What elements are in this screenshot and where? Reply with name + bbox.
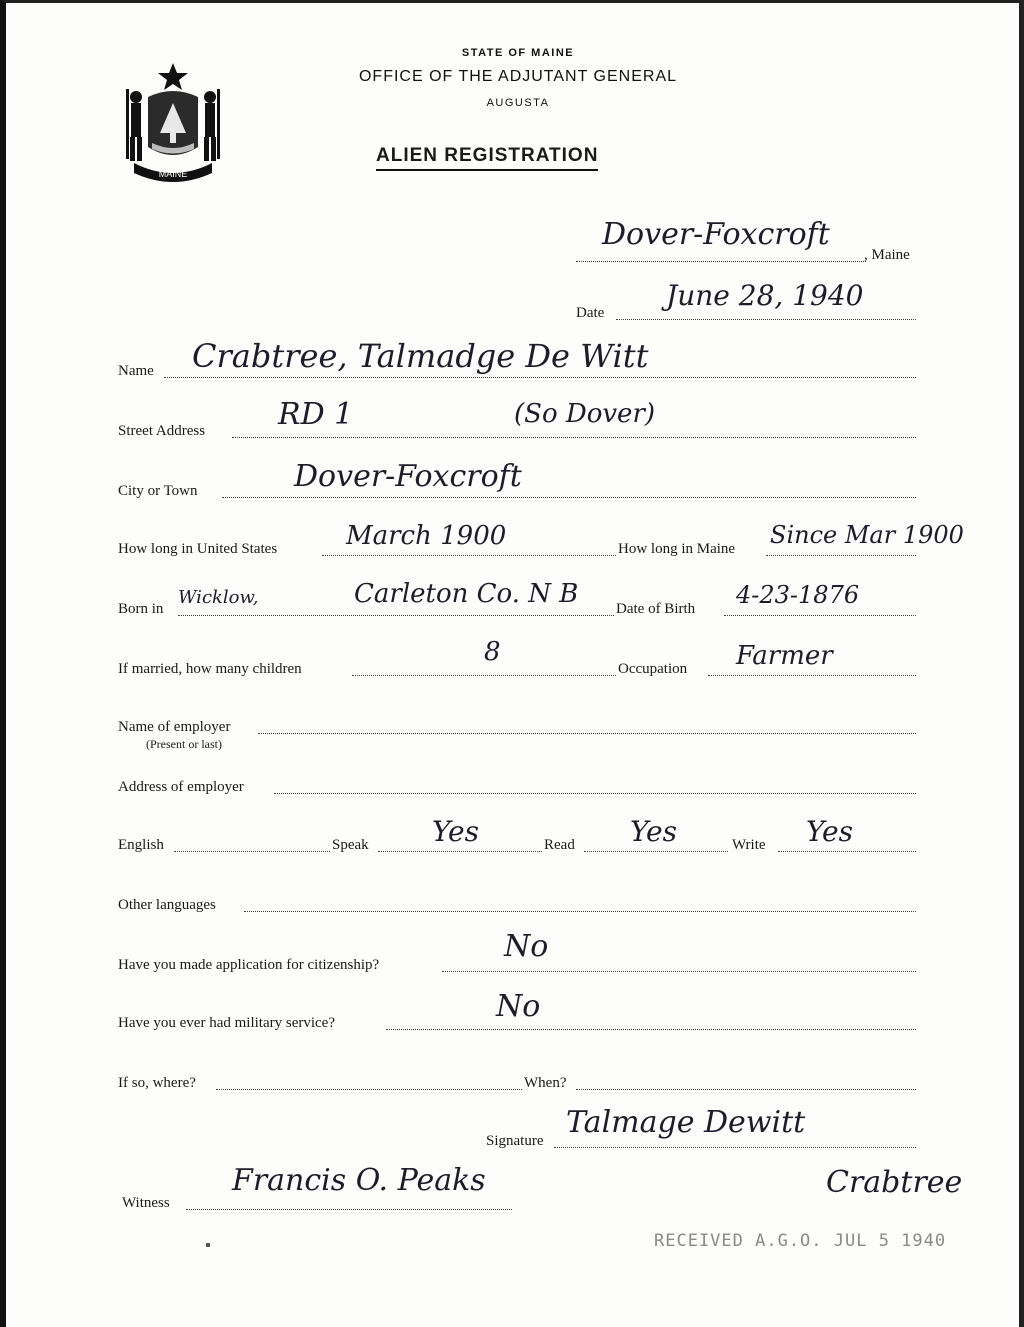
- english-label: English: [118, 837, 164, 853]
- date-label: Date: [576, 305, 605, 321]
- town-value: Dover-Foxcroft: [602, 217, 830, 252]
- born-county-value: Carleton Co. N B: [354, 579, 579, 609]
- svg-text:MAINE: MAINE: [158, 169, 188, 179]
- military-value: No: [496, 989, 541, 1024]
- street-address-label: Street Address: [118, 423, 206, 439]
- occupation-value: Farmer: [736, 641, 833, 671]
- witness-value: Francis O. Peaks: [232, 1163, 486, 1198]
- form-title: ALIEN REGISTRATION: [376, 145, 598, 171]
- if-so-where-label: If so, where?: [118, 1075, 196, 1091]
- witness-label: Witness: [122, 1195, 170, 1211]
- speak-label: Speak: [332, 837, 369, 853]
- date-value: June 28, 1940: [666, 279, 864, 312]
- city-or-town-label: City or Town: [118, 483, 198, 499]
- employer-note-label: (Present or last): [146, 737, 222, 751]
- married-children-label: If married, how many children: [118, 661, 302, 677]
- city-value: Dover-Foxcroft: [294, 459, 522, 494]
- born-in-label: Born in: [118, 601, 164, 617]
- street-value: RD 1: [278, 397, 354, 432]
- street-note-value: (So Dover): [514, 399, 656, 429]
- name-label: Name: [118, 363, 154, 379]
- how-long-maine-label: How long in Maine: [618, 541, 736, 557]
- born-town-value: Wicklow,: [178, 587, 259, 608]
- dob-value: 4-23-1876: [736, 581, 860, 609]
- date-of-birth-label: Date of Birth: [616, 601, 696, 617]
- signature-label: Signature: [486, 1133, 544, 1149]
- read-label: Read: [544, 837, 575, 853]
- children-value: 8: [484, 637, 501, 667]
- signature-value-line1: Talmage Dewitt: [566, 1105, 806, 1140]
- how-long-maine-value: Since Mar 1900: [770, 521, 964, 549]
- other-languages-label: Other languages: [118, 897, 216, 913]
- city-heading: AUGUSTA: [486, 97, 550, 109]
- speak-value: Yes: [432, 815, 479, 848]
- office-heading: OFFICE OF THE ADJUTANT GENERAL: [358, 68, 678, 85]
- military-label: Have you ever had military service?: [118, 1015, 335, 1031]
- state-heading: STATE OF MAINE: [461, 47, 575, 59]
- citizenship-value: No: [504, 929, 549, 964]
- citizenship-label: Have you made application for citizenship?: [118, 957, 380, 973]
- received-stamp: RECEIVED A.G.O. JUL 5 1940: [654, 1231, 947, 1251]
- write-value: Yes: [806, 815, 853, 848]
- signature-value-line2: Crabtree: [826, 1165, 963, 1200]
- employer-address-label: Address of employer: [118, 779, 244, 795]
- when-label: When?: [524, 1075, 567, 1091]
- maine-label: , Maine: [864, 247, 910, 263]
- name-value: Crabtree, Talmadge De Witt: [192, 337, 649, 375]
- write-label: Write: [732, 837, 766, 853]
- employer-name-label: Name of employer: [118, 719, 231, 735]
- read-value: Yes: [630, 815, 677, 848]
- how-long-us-value: March 1900: [346, 521, 507, 551]
- how-long-us-label: How long in United States: [118, 541, 278, 557]
- ink-mark: [206, 1243, 210, 1247]
- occupation-label: Occupation: [618, 661, 688, 677]
